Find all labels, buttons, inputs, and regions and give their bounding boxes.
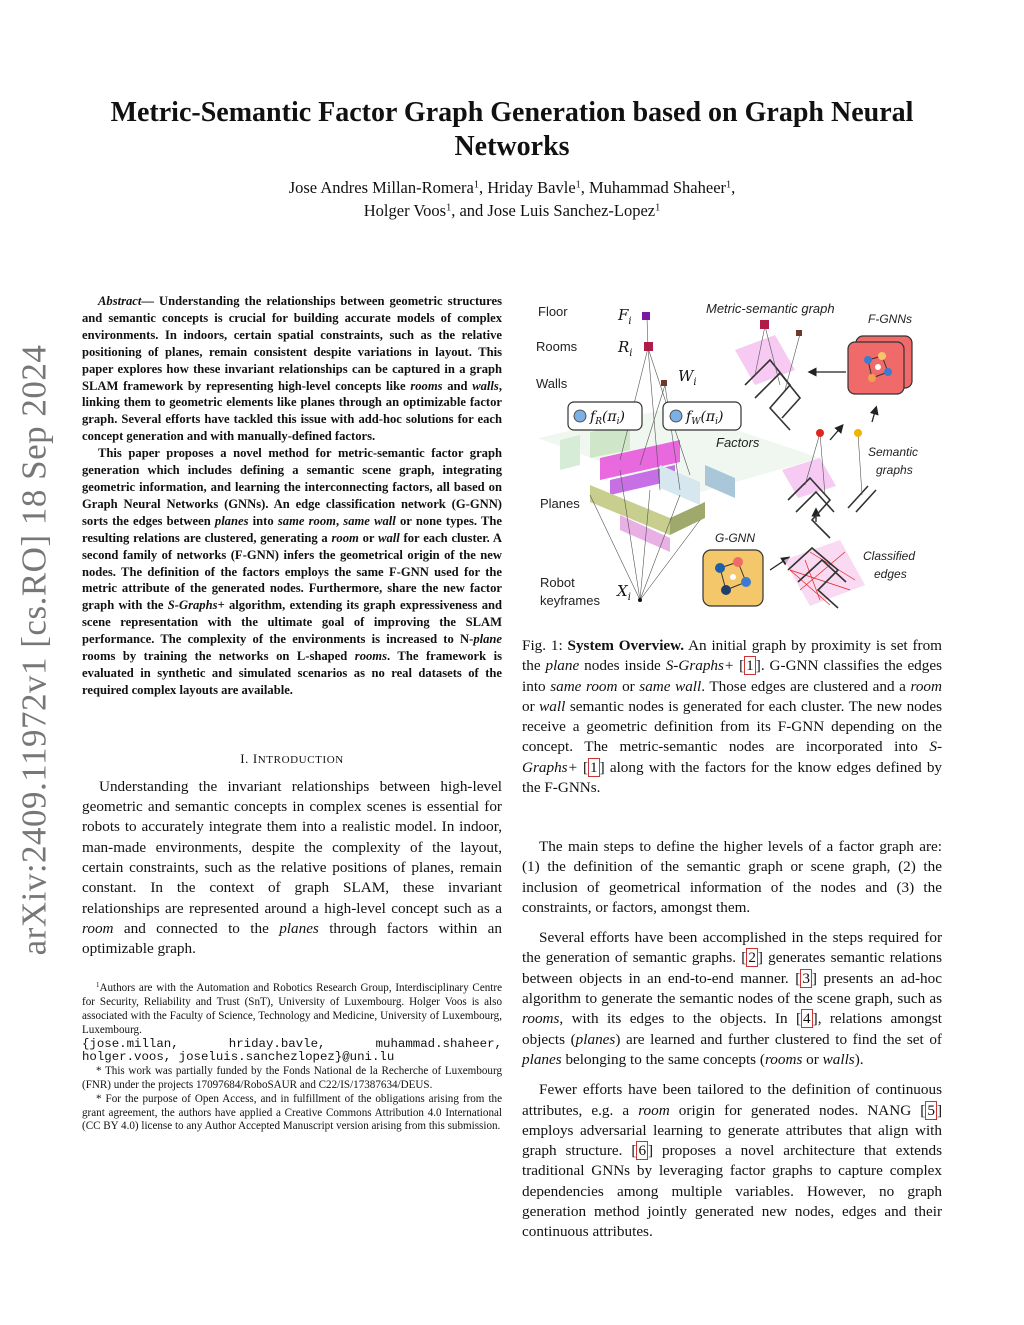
- abstract: Abstract— Understanding the relationships between geometric structures and semantic concepts is crucial for building accurate models of complex environments. In indoors, certain spatial constraints, such as the relative positioning of planes, remain consistent despite variations in layout. This paper explores how these invariant relationships can be captured in a graph SLAM framework by representing high-level concepts like rooms and walls, linking them to geometric elements like planes through an optimizable factor graph. Several efforts have tackled this issue with add-hoc solutions for each concept generation and with manually-defined factors. This paper proposes a novel method for metric-semantic factor graph generation which includes defining a semantic scene graph, integrating geometric information, and learning the interconnecting factors, all based on Graph Neural Networks (GNNs). An edge classification network (G-GNN) sorts the edges between planes into same room, same wall or none types. The resulting relations are clustered, generating a room or wall for each cluster. A second family of networks (F-GNN) infers the geometrical origin of the new nodes. The definition of the factors employs the same F-GNN used for the metric attribute of the generated nodes. Furthermore, share the new factor graph with the S-Graphs+ algorithm, extending its graph expressiveness and scene representation with the ultimate goal of improving the SLAM performance. The complexity of the environments is increased to N-plane rooms by training the networks on L-shaped rooms. The framework is evaluated in synthetic and simulated scenarios as no real datasets of the required complex layouts are available.: [82, 294, 503, 697]
- label-graphs: graphs: [876, 463, 913, 477]
- citation-link[interactable]: 1: [746, 657, 754, 675]
- wall-node: [661, 380, 667, 386]
- arxiv-stamp: [14, 344, 54, 956]
- label-edges: edges: [874, 567, 907, 581]
- arxiv-id: arXiv:2409.11972v1 [cs.RO] 18 Sep 2024: [14, 344, 54, 956]
- author: Hriday Bavle: [487, 178, 576, 197]
- ggnn-block: [703, 550, 763, 606]
- intro-paragraph: Understanding the invariant relationships between high-level geometric and semantic concepts in complex scenes is essential for robots to accurately integrate them into a realistic model. In indoor, man-made environments, despite the complexity of the layout, certain constraints, such as the relative positions of planes, remain constant. In the context of graph SLAM, these invariant relationships are represented around a high-level concept such as a room and connected to the planes through factors within an optimizable graph.: [82, 777, 503, 958]
- label-factors: Factors: [716, 435, 760, 450]
- label-walls: Walls: [536, 376, 568, 391]
- label-classified: Classified: [863, 549, 916, 563]
- citation-link[interactable]: 1: [590, 758, 598, 776]
- citation-link[interactable]: 5: [927, 1101, 935, 1119]
- left-column: [82, 293, 502, 1134]
- label-W: $W_i$: [678, 367, 697, 388]
- right-column: [522, 837, 942, 1253]
- label-X: $X_i$: [617, 582, 631, 603]
- keyframe-node: [638, 598, 642, 602]
- citation-link[interactable]: 3: [802, 969, 810, 987]
- author: Holger Voos: [363, 201, 447, 220]
- label-floor: Floor: [538, 304, 568, 319]
- author: Jose Luis Sanchez-Lopez: [487, 201, 656, 220]
- paper-title: Metric-Semantic Factor Graph Generation based on Graph Neural Networks: [110, 97, 914, 162]
- figure-diagram: [520, 290, 950, 620]
- room-node: [644, 342, 653, 351]
- citation-link[interactable]: 2: [748, 949, 756, 967]
- author: Muhammad Shaheer: [589, 178, 727, 197]
- semantic-graphs: [782, 429, 876, 538]
- label-fgnns: F-GNNs: [868, 312, 912, 326]
- author-emails: {jose.millan, hriday.bavle, muhammad.shaheer, holger.voos, joseluis.sanchezlopez}@uni.lu: [82, 1036, 502, 1065]
- floor-node: [642, 312, 650, 320]
- author: Jose Andres Millan-Romera: [288, 178, 474, 197]
- label-metric-semantic-graph: Metric-semantic graph: [706, 301, 835, 316]
- label-R: $R_i$: [618, 338, 633, 359]
- fgnn-block: [848, 336, 912, 394]
- section-heading-introduction: I. INTRODUCTION: [240, 750, 344, 766]
- factor-fr: [568, 402, 642, 430]
- label-planes: Planes: [540, 496, 580, 511]
- label-F: $F_i$: [618, 306, 632, 327]
- label-ggnn: G-GNN: [715, 531, 755, 545]
- footnotes: $^1$Authors are with the Automation and Robotics Research Group, Interdisciplinary Centre for Security, Reliability and Trust (SnT), University of Luxembourg. Holger Voos is also associated with the Faculty of Science, Technology and Medicine, University of Luxembourg, Luxembourg. {jose.millan, hriday.bavle, muhammad.shaheer, holger.voos, joseluis.sanchezlopez}@uni.lu * This work was partially funded by the Fonds National de la Recherche of Luxembourg (FNR) under the projects 17097684/RoboSAUR and C22/IS/17387634/DEUS. * For the purpose of Open Access, and in fulfillment of the obligations arising from the grant agreement, the authors have applied a Creative Commons Attribution 4.0 International (CC BY 4.0) license to any Author Accepted Manuscript version arising from this submission.: [82, 982, 502, 1133]
- label-semantic: Semantic: [868, 445, 919, 459]
- label-keyframes: keyframes: [540, 593, 600, 608]
- label-robot: Robot: [540, 575, 575, 590]
- figure-caption: Fig. 1: System Overview. An initial graph by proximity is set from the plane nodes inside S-Graphs+ [ 1 ]. G-GNN classifies the edges into same room or same wall. Those edges are clustered and a room or wall semantic nodes is generated for each cluster. The new nodes receive a geometric definition from its F-GNN depending on the concept. The metric-semantic nodes are incorporated into S-Graphs+ [ 1 ] along with the factors for the know edges defined by the F-GNNs.: [522, 637, 943, 797]
- author-list: Jose Andres Millan-Romera$^1$, Hriday Bavle$^1$, Muhammad Shaheer$^1$, Holger Voos$^1$, and Jose Luis Sanchez-Lopez$^1$: [288, 178, 736, 220]
- svg-text:fR(πi): $f_R(\pi_i)$: [590, 409, 625, 427]
- svg-text:fW(πi): $f_W(\pi_i)$: [686, 409, 724, 427]
- metric-semantic-graph: [735, 320, 802, 430]
- citation-link[interactable]: 6: [638, 1142, 647, 1160]
- label-rooms: Rooms: [536, 339, 578, 354]
- classified-edges: [784, 540, 865, 608]
- citation-link[interactable]: 4: [803, 1010, 811, 1028]
- paragraph: Fewer efforts have been tailored to the definition of continuous attributes, e.g. a room origin for generated nodes. NANG [ 5 ] employs adversarial learning to generate attributes that align with graph structure. [ 6 ] proposes a novel architecture that extends traditional GNNs by leveraging factor graphs to capture complex dependencies among multiple variables. However, no graph generation method jointly generated new nodes, edges and their continuous attributes.: [522, 1081, 942, 1241]
- figure-system-overview: [520, 290, 950, 620]
- paragraph: The main steps to define the higher levels of a factor graph are: (1) the definition of the semantic graph or scene graph, (2) the inclusion of geometrical information of the nodes and (3) the constraints, or factors, amongst them.: [522, 838, 942, 916]
- paragraph: Several efforts have been accomplished in the steps required for the generation of semantic graphs. [ 2 ] generates semantic relations between objects in an end-to-end manner. [ 3 ] presents an ad-hoc algorithm to generate the semantic nodes of the scene graph, such as rooms, with its edges to the objects. In [ 4 ], relations amongst objects (planes) are learned and further clustered to find the set of planes belonging to the same concepts (rooms or walls).: [522, 929, 943, 1068]
- factor-fw: [663, 402, 741, 430]
